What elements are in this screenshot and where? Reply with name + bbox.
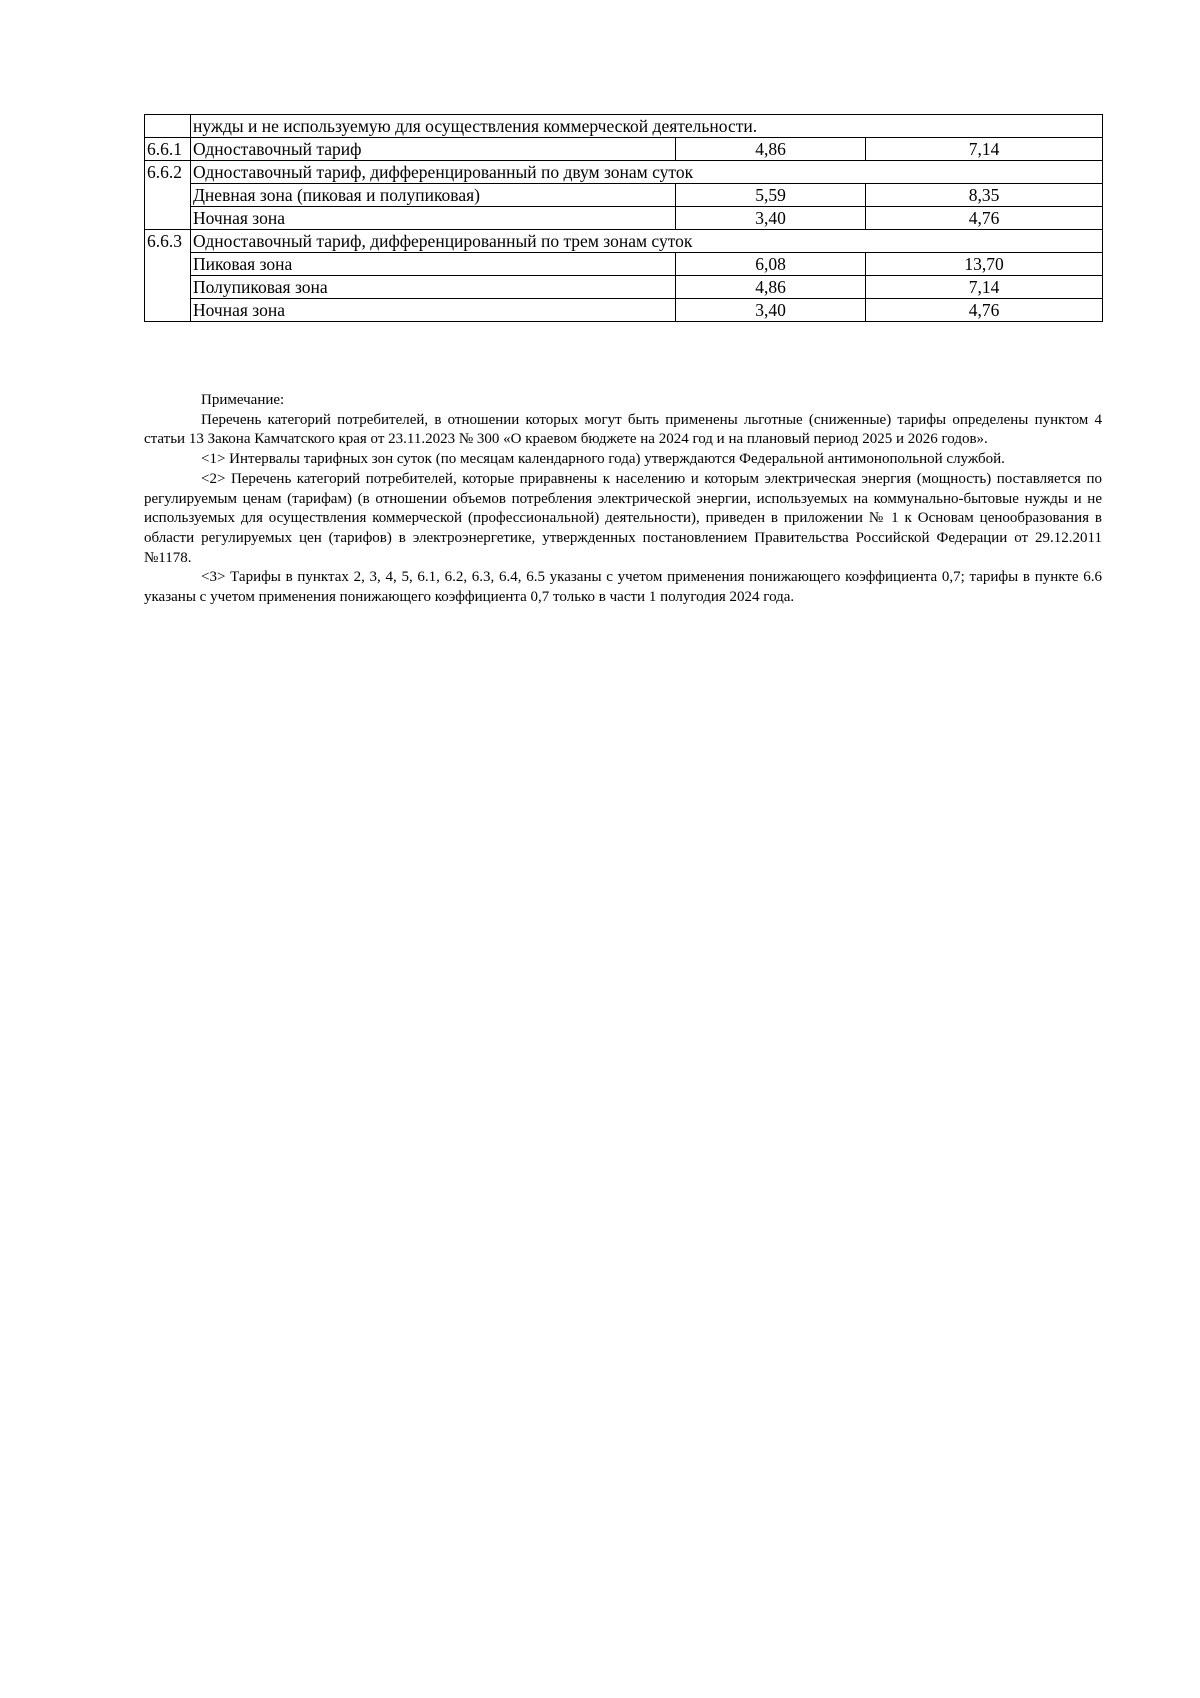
value-cell-2: 4,76 — [866, 207, 1103, 230]
tariff-table — [144, 114, 1103, 322]
row-label-cell: Одноставочный тариф — [191, 138, 676, 161]
table-row — [145, 276, 1103, 299]
notes-heading: Примечание: — [201, 392, 285, 408]
row-number-cell: 6.6.1 — [145, 138, 191, 161]
notes-section — [144, 391, 1102, 608]
value-cell-2: 4,76 — [866, 299, 1103, 322]
value-cell-1: 5,59 — [676, 184, 866, 207]
table-row — [145, 299, 1103, 322]
note-paragraph: <3> Тарифы в пунктах 2, 3, 4, 5, 6.1, 6.2, 6.3, 6.4, 6.5 указаны с учетом применения понижающего коэффициента 0,7; тарифы в пункте 6.6 указаны с учетом применения понижающего коэффициента 0,7 только в части 1 полугодия 2024 года. — [144, 569, 1102, 606]
row-label-cell: нужды и не используемую для осуществления коммерческой деятельности. — [191, 115, 1103, 138]
note-paragraph: <1> Интервалы тарифных зон суток (по месяцам календарного года) утверждаются Федеральной антимонопольной службой. — [201, 451, 1005, 468]
value-cell-1: 4,86 — [676, 276, 866, 299]
row-number-cell: 6.6.2 — [145, 161, 191, 230]
table-row — [145, 115, 1103, 138]
value-cell-1: 3,40 — [676, 207, 866, 230]
row-number-cell: 6.6.3 — [145, 230, 191, 322]
value-cell-1: 3,40 — [676, 299, 866, 322]
row-label-cell: Полупиковая зона — [191, 276, 676, 299]
row-label-cell: Одноставочный тариф, дифференцированный по трем зонам суток — [191, 230, 1103, 253]
value-cell-2: 13,70 — [866, 253, 1103, 276]
table-row — [145, 207, 1103, 230]
value-cell-2: 7,14 — [866, 138, 1103, 161]
table-row — [145, 161, 1103, 184]
row-number-cell — [145, 115, 191, 138]
table-row — [145, 138, 1103, 161]
row-label-cell: Дневная зона (пиковая и полупиковая) — [191, 184, 676, 207]
table-row — [145, 230, 1103, 253]
value-cell-1: 4,86 — [676, 138, 866, 161]
value-cell-2: 7,14 — [866, 276, 1103, 299]
note-paragraph: Перечень категорий потребителей, в отношении которых могут быть применены льготные (сниженные) тарифы определены пунктом 4 статьи 13 Закона Камчатского края от 23.11.2023 № 300 «О краевом бюджете на 2024 год и на плановый период 2025 и 2026 годов». — [144, 411, 1102, 448]
value-cell-2: 8,35 — [866, 184, 1103, 207]
note-paragraph: <2> Перечень категорий потребителей, которые приравнены к населению и которым электрическая энергия (мощность) поставляется по регулируемым ценам (тарифам) (в отношении объемов потребления электрической энергии, используемых на коммунально-бытовые нужды и не используемых для осуществления коммерческой (профессиональной) деятельности), приведен в приложении № 1 к Основам ценообразования в области регулируемых цен (тарифов) в электроэнергетике, утвержденных постановлением Правительства Российской Федерации от 29.12.2011 №1178. — [144, 470, 1102, 566]
table-row — [145, 253, 1103, 276]
table-row — [145, 184, 1103, 207]
row-label-cell: Пиковая зона — [191, 253, 676, 276]
value-cell-1: 6,08 — [676, 253, 866, 276]
row-label-cell: Одноставочный тариф, дифференцированный по двум зонам суток — [191, 161, 1103, 184]
row-label-cell: Ночная зона — [191, 299, 676, 322]
row-label-cell: Ночная зона — [191, 207, 676, 230]
